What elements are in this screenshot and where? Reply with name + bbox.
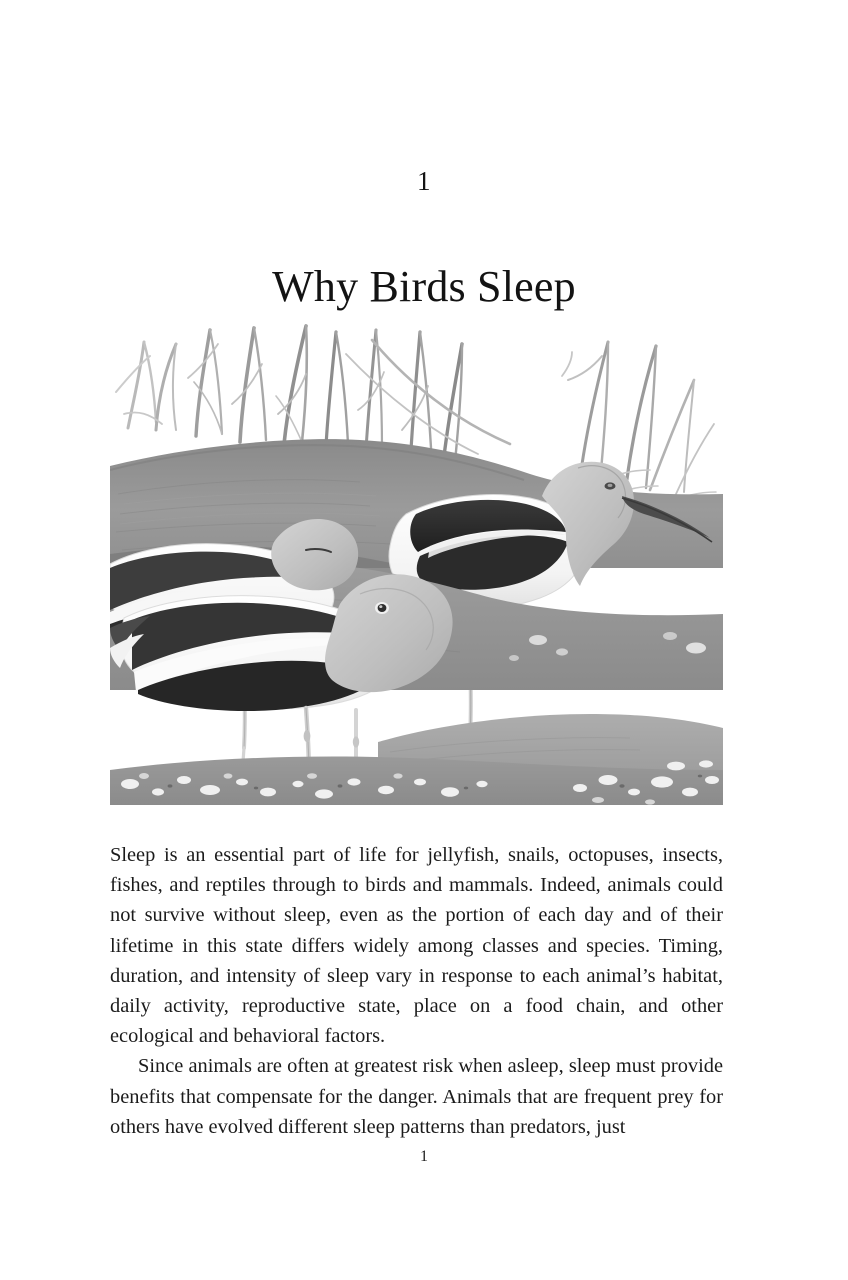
body-text	[110, 840, 723, 1142]
chapter-number: 1	[417, 166, 431, 196]
page-title: Why Birds Sleep	[272, 262, 576, 312]
paragraph-2: Since animals are often at greatest risk when asleep, sleep must provide benefits that compensate for the danger. Animals that are frequent prey for others have evolved different sleep patterns than predators, just	[110, 1055, 723, 1138]
avocets-illustration-svg	[110, 318, 723, 805]
paragraph-1: Sleep is an essential part of life for jellyfish, snails, octopuses, insects, fishes, and reptiles through to birds and mammals. Indeed, animals could not survive without sleep, even as the portion of each day and of their lifetime in this state differs widely among classes and species. Timing, duration, and intensity of sleep vary in response to each animal’s habitat, daily activity, reproductive state, place on a food chain, and other ecological and behavioral factors.	[110, 844, 723, 1048]
page-number: 1	[420, 1148, 428, 1165]
chapter-illustration	[110, 318, 723, 805]
